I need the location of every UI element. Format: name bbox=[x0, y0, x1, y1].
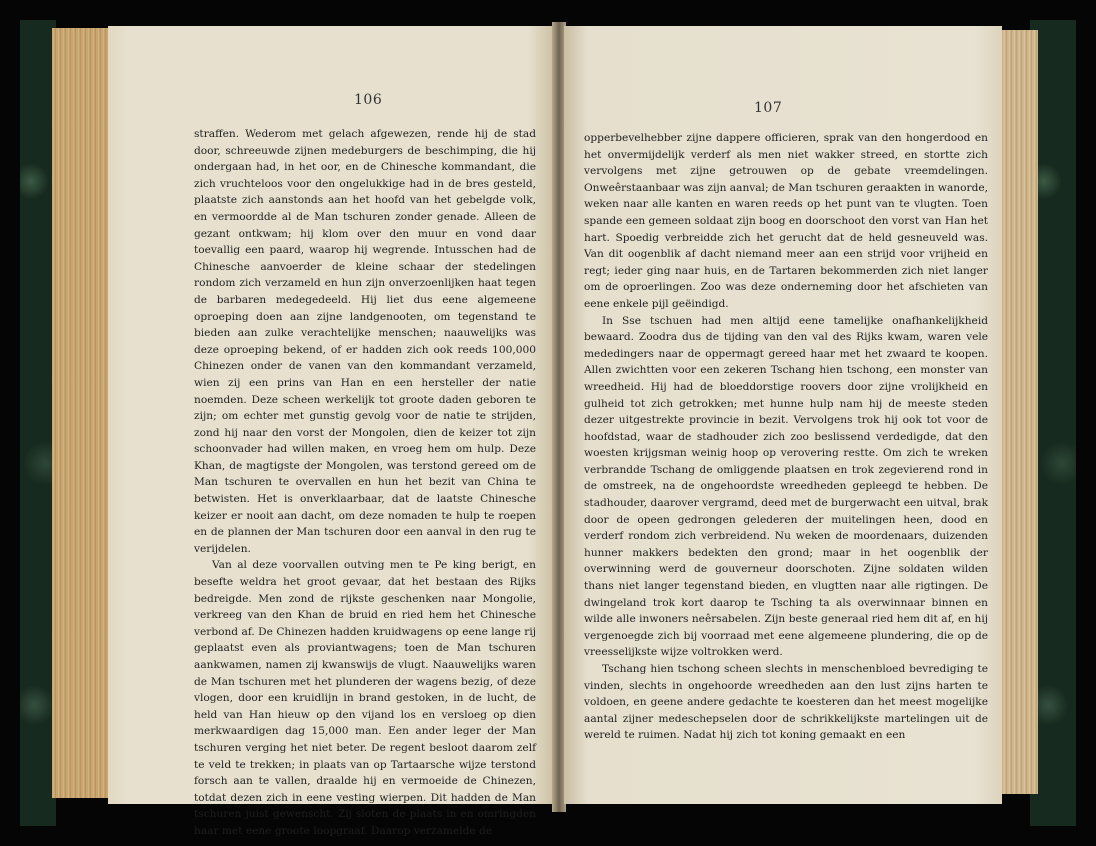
paragraph: Tschang hien tschong scheen slechts in menschenbloed bevrediging te vinden, slechts in ongehoorde wreedheden aan den lust zijns harten te voldoen, en geene andere gedachte te koesteren dan het meest mogelijke aantal zijner medeschepselen door de schrikkelijkste martelingen uit de wereld te ruimen. Nadat hij zich tot koning gemaakt en een bbox=[584, 663, 988, 742]
page-number: 106 bbox=[354, 92, 383, 108]
left-page bbox=[108, 26, 554, 837]
right-page bbox=[564, 26, 1002, 804]
page-text bbox=[194, 126, 536, 840]
paragraph: Van al deze voorvallen outving men te Pe king berigt, en besefte weldra het groot gevaar, dat het bestaan des Rijks bedreigde. Men zond de rijkste geschenken naar Mongolie, verkreeg van den Khan de bruid en ried hem het Chinesche verbond af. De Chinezen hadden kruidwagens op eene lange rij geplaatst even als proviantwagens; toen de Man tschuren aankwamen, namen zij kwanswijs de vlugt. Naauwelijks waren de Man tschuren met het plunderen der wagens bezig, of deze vlogen, door een kruidlijn in brand gestoken, in de lucht, de held van Han hieuw op den vijand los en versloeg op dien merkwaardigen dag 15,000 man. Een ander leger der Man tschuren verging het niet beter. De regent besloot daarom zelf te veld te trekken; in plaats van op Tartaarsche wijze terstond forsch aan te vallen, draalde hij en vermoeide de Chinezen, totdat dezen zich in eene vesting wierpen. Dit hadden de Man tschuren juist gewenscht. Zij sloten de plaats in en omringden haar met eene groote loopgraaf. Daarop verzamelde de bbox=[194, 559, 536, 837]
paragraph: straffen. Wederom met gelach afgewezen, rende hij de stad door, schreeuwde zijnen medeburgers de beschimping, die hij ondergaan had, in het oor, en de Chinesche kommandant, die zich vruchteloos voor den ongelukkige had in de bres gesteld, plaatste zich aanstonds aan het hoofd van het gebelgde volk, en vermoordde al de Man tschuren zonder genade. Alleen de gezant ontkwam; hij klom over den muur en vond daar toevallig een paard, waarop hij wegrende. Intusschen had de Chinesche aanvoerder de kleine schaar der stedelingen rondom zich verzameld en hun zijn onverzoenlijken haat tegen de barbaren medegedeeld. Hij liet dus eene algemeene oproeping doen aan zijne landgenooten, om tegenstand te bieden aan zulke verachtelijke menschen; naauwelijks was deze oproeping bekend, of er hadden zich ook reeds 100,000 Chinezen onder de vanen van den kommandant verzameld, wien zij een prins van Han en een hersteller der natie noemden. Deze scheen werkelijk tot groote daden geboren te zijn; om echter met gunstig gevolg voor de natie te strijden, zond hij naar den vorst der Mongolen, dien de keizer tot zijn schoonvader had willen maken, en vroeg hem om hulp. Deze Khan, de magtigste der Mongolen, was terstond gereed om de Man tschuren te overvallen en hun het bezit van China te betwisten. Het is onverklaarbaar, dat de laatste Chinesche keizer er nooit aan dacht, om deze nomaden te hulp te roepen en de plannen der Man tschuren door een aanval in den rug te verijdelen. bbox=[194, 128, 536, 555]
page-stack-right bbox=[998, 30, 1038, 794]
paragraph: In Sse tschuen had men altijd eene tamelijke onafhankelijkheid bewaard. Zoodra dus de tijding van den val des Rijks kwam, waren vele mededingers naar de oppermagt gereed haar met het zwaard te koopen. Allen zwichtten voor een zekeren Tschang hien tschong, een monster van wreedheid. Hij had de bloeddorstige roovers door zijne vrolijkheid en gulheid tot zich getrokken; met hunne hulp nam hij de meeste steden dezer uitgestrekte provincie in bezit. Vervolgens trok hij ook tot voor de hoofdstad, waar de stadhouder zich zoo beslissend verdedigde, dat den woesten krijgsman weinig hoop op verovering restte. Om zich te wreken verbrandde Tschang de omliggende plaatsen en trok zegevierend rond in de omstreek, na de ongehoordste wreedheden gepleegd te hebben. De stadhouder, daarover vergramd, deed met de burgerwacht een uitval, brak door de opeen gedrongen gelederen der muitelingen heen, dood en verderf rondom zich verbreidend. Nu weken de moordenaars, duizenden hunner makkers bedekten den grond; maar in het oogenblik der overwinning werd de gouverneur doorschoten. Zijne soldaten wilden thans niet langer tegenstand bieden, en vlugtten naar alle rigtingen. De dwingeland trok kort daarop te Tsching ta als overwinnaar binnen en wilde alle inwoners neêrsabelen. Zijn beste generaal ried hem dit af, en hij vergenoegde zich bij voorraad met eene algemeene plundering, die op de vreesselijkste wijze voltrokken werd. bbox=[584, 314, 988, 659]
page-stack-left bbox=[52, 28, 110, 798]
book-cover-left bbox=[20, 20, 56, 826]
paragraph: opperbevelhebber zijne dappere officieren, sprak van den hongerdood en het onvermijdelijk verderf als men niet wakker streed, en stortte zich vervolgens met zijne getrouwen op de gebate vreemdelingen. Onweêrstaanbaar was zijn aanval; de Man tschuren geraakten in wanorde, weken naar alle kanten en waren reeds op het punt van te vlugten. Toen spande een gemeen soldaat zijn boog en doorschoot den vorst van Han het hart. Spoedig verbreidde zich het gerucht dat de held gesneuveld was. Van dit oogenblik af dacht niemand meer aan een strijd voor vrijheid en regt; ieder ging naar huis, en de Tartaren bekommerden zich niet langer om de oproerlingen. Zoo was deze onderneming door het afschieten van eene enkele pijl geëindigd. bbox=[584, 132, 988, 310]
page-number: 107 bbox=[754, 100, 783, 116]
page-text bbox=[584, 130, 988, 744]
